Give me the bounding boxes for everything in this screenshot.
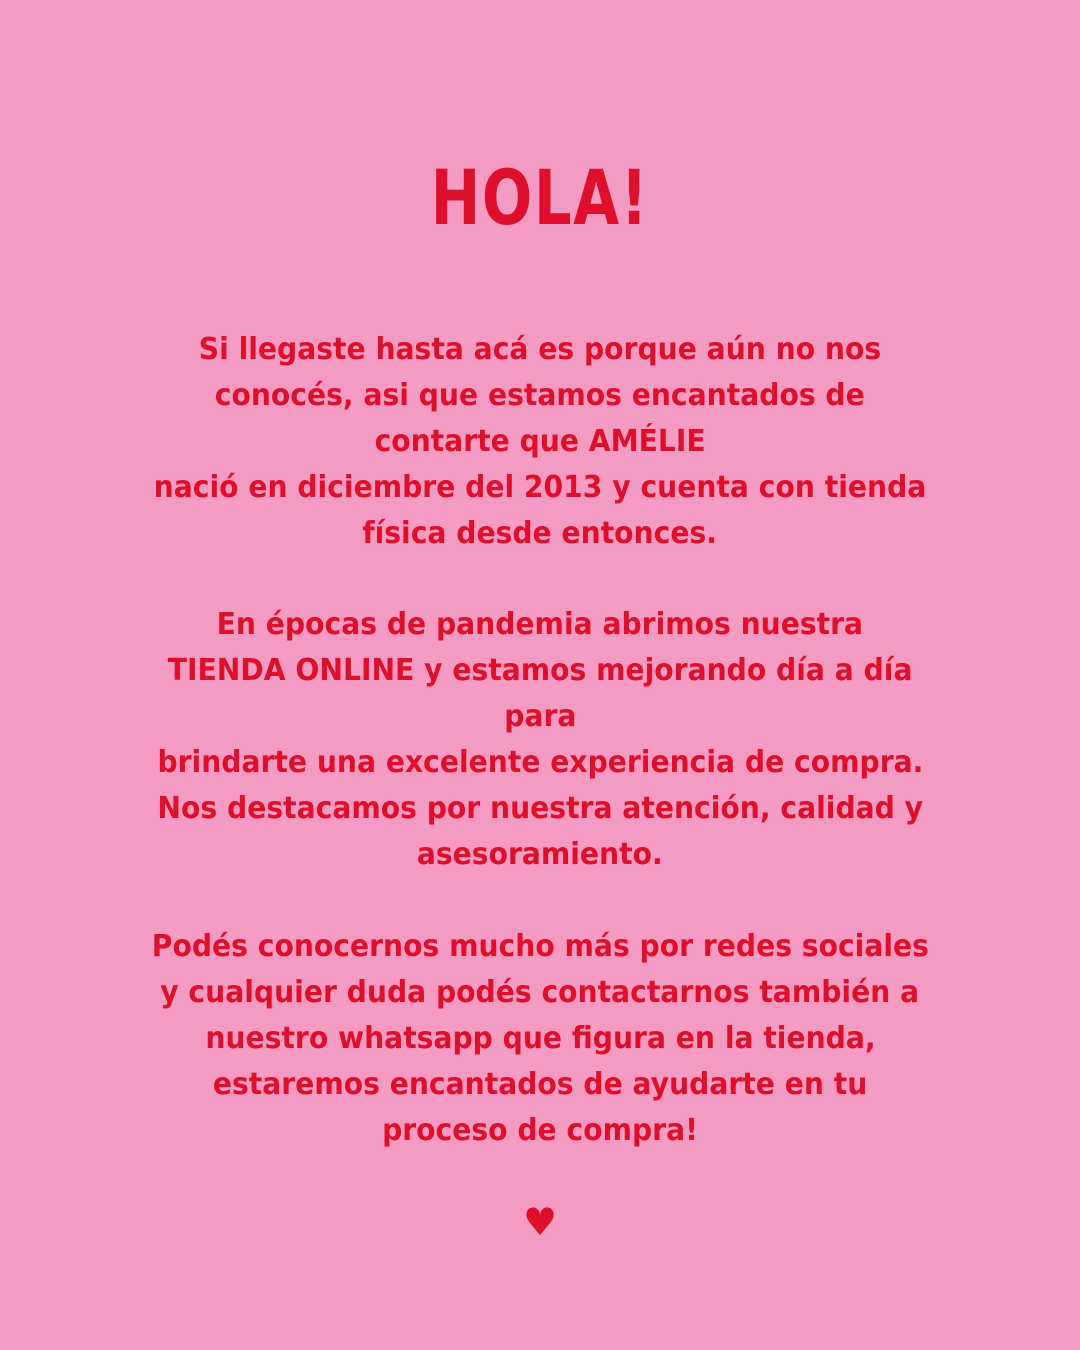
paragraph-2-line-3: para [503,699,577,734]
paragraph-2-line-6: asesoramiento. [417,837,663,872]
paragraph-3-line-5: proceso de compra! [382,1113,698,1148]
paragraph-1-line-3: contarte que AMÉLIE [374,424,706,459]
paragraph-3-line-2: y cualquier duda podés contactarnos también a [160,975,920,1010]
paragraph-1-line-4: nació en diciembre del 2013 y cuenta con tienda [153,470,927,505]
paragraph-3-line-1: Podés conocernos mucho más por redes sociales [151,929,929,964]
paragraph-3-line-4: estaremos encantados de ayudarte en tu [212,1067,868,1102]
paragraph-2-line-5: Nos destacamos por nuestra atención, calidad y [157,791,923,826]
paragraph-2-line-4: brindarte una excelente experiencia de compra. [157,745,923,780]
page-title: HOLA! [430,153,650,242]
paragraph-1-line-1: Si llegaste hasta acá es porque aún no nos [198,332,882,367]
paragraph-1-line-2: conocés, asi que estamos encantados de [214,378,865,413]
paragraph-3-line-3: nuestro whatsapp que figura en la tienda, [204,1021,876,1056]
paragraph-2-line-2: TIENDA ONLINE y estamos mejorando día a día [167,653,913,688]
paragraph-2-line-1: En épocas de pandemia abrimos nuestra [216,607,864,642]
paragraph-1-line-5: física desde entonces. [362,516,718,551]
heart-icon: ♥ [522,1200,558,1244]
